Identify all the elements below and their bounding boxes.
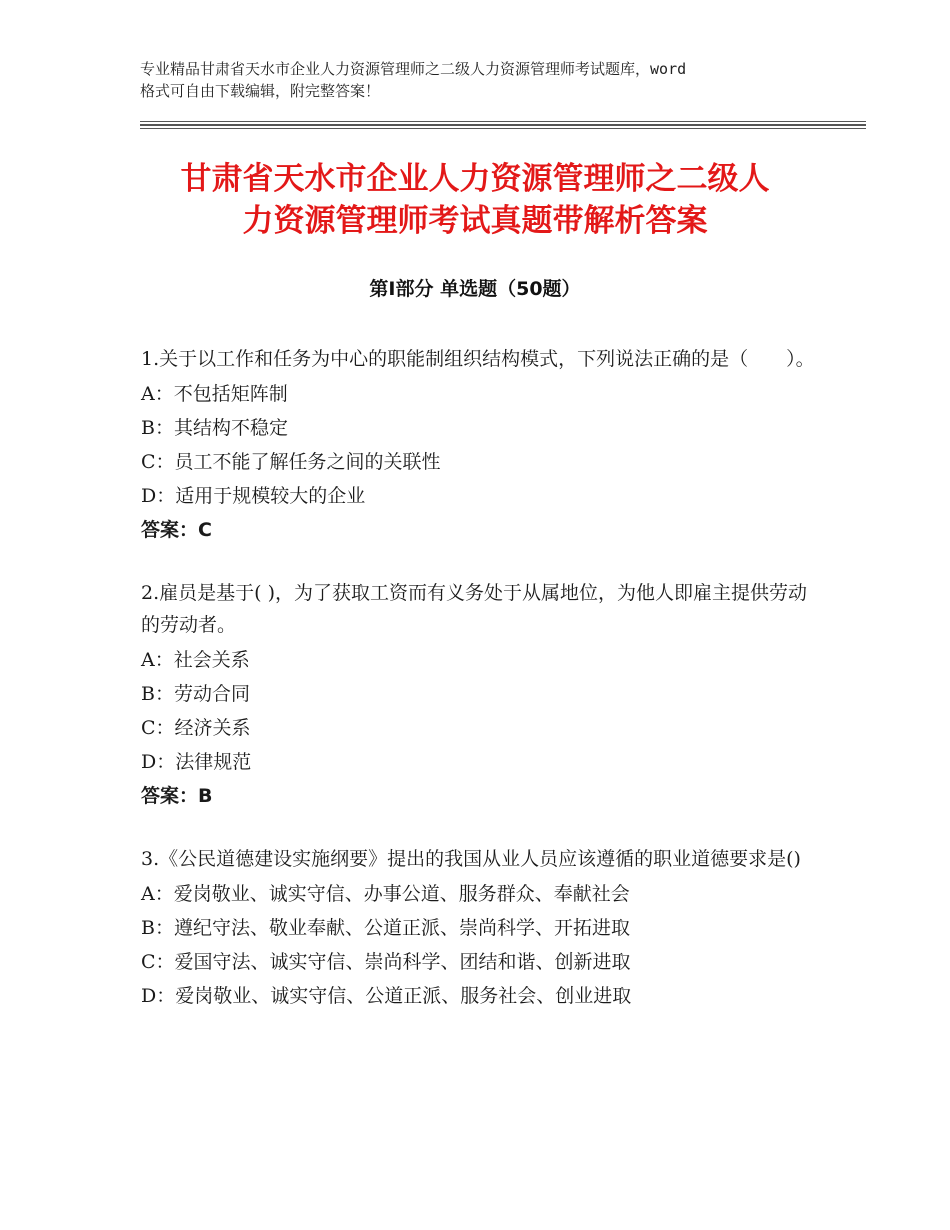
question-option: B：遵纪守法、敬业奉献、公道正派、崇尚科学、开拓进取 [141, 917, 630, 939]
question-option: C：经济关系 [141, 717, 251, 739]
question-option: B：劳动合同 [141, 683, 250, 705]
question-stem: 3.《公民道德建设实施纲要》提出的我国从业人员应该遵循的职业道德要求是() [141, 848, 801, 870]
question-option: A：不包括矩阵制 [141, 383, 288, 405]
question-answer: 答案：C [141, 519, 212, 541]
question-option: C：员工不能了解任务之间的关联性 [141, 451, 441, 473]
question-stem: 2.雇员是基于( )，为了获取工资而有义务处于从属地位，为他人即雇主提供劳动的劳动者。 [141, 582, 807, 636]
document-title-line: 力资源管理师考试真题带解析答案 [242, 203, 708, 239]
question-stem: 1.关于以工作和任务为中心的职能制组织结构模式，下列说法正确的是（ ）。 [141, 348, 815, 370]
header-note-line: 格式可自由下载编辑，附完整答案！ [140, 82, 381, 100]
question-option: B：其结构不稳定 [141, 417, 288, 439]
header-divider [140, 128, 866, 129]
question-answer: 答案：B [141, 785, 213, 807]
question-option: D：适用于规模较大的企业 [141, 485, 366, 507]
question-item [141, 343, 821, 547]
document-title [100, 158, 850, 242]
header-divider [140, 121, 866, 122]
question-option: D：爱岗敬业、诚实守信、公道正派、服务社会、创业进取 [141, 985, 632, 1007]
question-option: C：爱国守法、诚实守信、崇尚科学、团结和谐、创新进取 [141, 951, 631, 973]
question-list [141, 343, 821, 1043]
question-option: A：爱岗敬业、诚实守信、办事公道、服务群众、奉献社会 [141, 883, 630, 905]
header-divider [140, 124, 866, 126]
section-title: 第Ⅰ部分 单选题（50题） [369, 278, 581, 300]
question-item [141, 843, 821, 1013]
question-option: D：法律规范 [141, 751, 252, 773]
header-note-line: 专业精品甘肃省天水市企业人力资源管理师之二级人力资源管理师考试题库，word [140, 60, 687, 78]
question-item [141, 577, 821, 813]
question-option: A：社会关系 [141, 649, 250, 671]
header-note [140, 58, 830, 102]
document-title-line: 甘肃省天水市企业人力资源管理师之二级人 [180, 161, 770, 197]
